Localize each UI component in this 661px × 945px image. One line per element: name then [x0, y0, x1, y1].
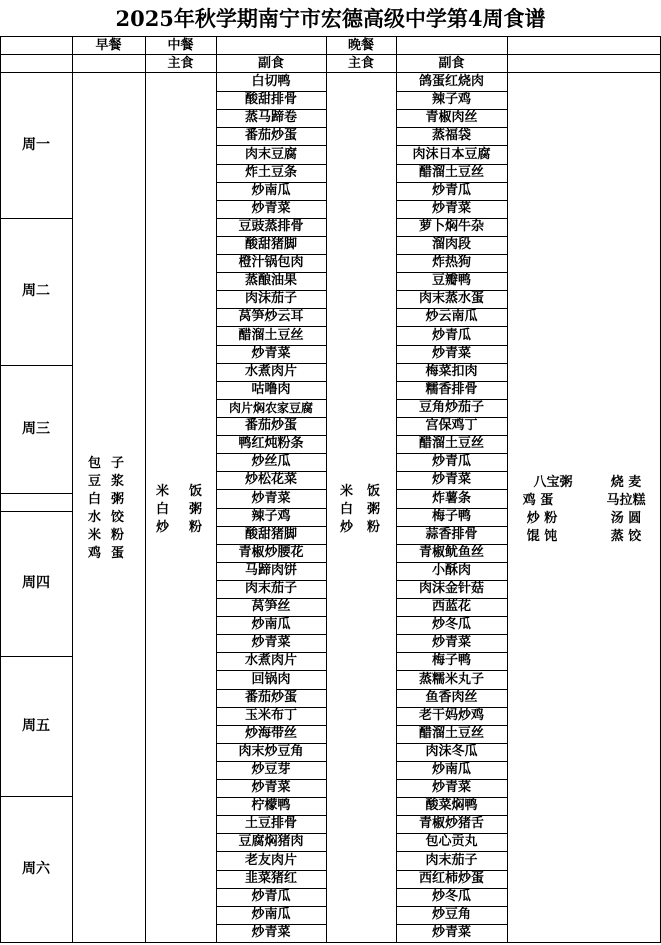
- staple-item: [340, 501, 380, 519]
- dish-cell: 肉片焖农家豆腐: [228, 401, 313, 415]
- dish-cell: 炒青菜: [431, 201, 471, 216]
- staple-char: 饭: [367, 484, 381, 499]
- dish-cell: 番茄炒蛋: [244, 128, 297, 143]
- dish-cell: 炒冬瓜: [431, 617, 471, 632]
- dish-cell: 肉末茄子: [425, 853, 478, 868]
- dish-cell: 青椒炒猪舌: [418, 816, 484, 831]
- breakfast-char: 鸡: [88, 546, 102, 561]
- staple-char: 粉: [367, 520, 381, 535]
- dish-cell: 炒冬瓜: [431, 889, 471, 904]
- page-title: 2025年秋学期南宁市宏德高级中学第4周食谱: [115, 6, 546, 31]
- dish-cell: 豆腐焖猪肉: [238, 834, 304, 849]
- breakfast-item: [88, 455, 124, 473]
- day-label: 周一: [22, 137, 50, 153]
- snack-right: 蒸 饺: [610, 529, 642, 544]
- dish-cell: 炒青菜: [431, 635, 471, 650]
- dish-cell: 糯香排骨: [425, 382, 478, 397]
- dish-cell: 肉末炒豆角: [238, 744, 304, 759]
- breakfast-char: 饺: [111, 510, 125, 525]
- dish-cell: 青椒鱿鱼丝: [418, 545, 484, 560]
- dish-cell: 宫保鸡丁: [425, 418, 478, 433]
- dish-cell: 老友肉片: [244, 853, 297, 868]
- dish-cell: 炒青菜: [251, 201, 291, 216]
- dish-cell: 炸土豆条: [244, 165, 297, 180]
- dish-cell: 玉米布丁: [244, 708, 297, 723]
- day-label: 周三: [22, 421, 50, 437]
- dish-cell: 辣子鸡: [431, 92, 471, 107]
- dish-cell: 酸甜猪脚: [244, 237, 297, 252]
- day-label: 周六: [22, 861, 50, 877]
- dish-cell: 豆豉蒸排骨: [238, 219, 304, 234]
- dinner-staple-list: [340, 483, 380, 537]
- dish-cell: 炒青菜: [251, 491, 291, 506]
- dish-cell: 番茄炒蛋: [244, 418, 297, 433]
- header-dinner-main: 主食: [347, 56, 374, 71]
- dish-cell: 橙汁锅包肉: [238, 255, 304, 270]
- breakfast-char: 蛋: [111, 546, 125, 561]
- snack-left: 炒 粉: [526, 511, 558, 526]
- dish-cell: 炒青菜: [251, 346, 291, 361]
- breakfast-item: [88, 527, 124, 545]
- staple-char: 饭: [189, 484, 203, 499]
- dish-cell: 番茄炒蛋: [244, 690, 297, 705]
- breakfast-item: [88, 545, 124, 563]
- staple-char: 米: [156, 484, 170, 499]
- dish-cell: 炒青瓜: [431, 454, 471, 469]
- dish-cell: 炒海带丝: [244, 726, 297, 741]
- dish-cell: 青椒炒腰花: [238, 545, 304, 560]
- dish-cell: 豆角炒茄子: [418, 400, 484, 415]
- header-lunch: 中餐: [167, 38, 194, 53]
- dish-cell: 酸甜排骨: [244, 92, 297, 107]
- breakfast-char: 子: [111, 456, 125, 471]
- dish-cell: 醋溜土豆丝: [418, 436, 484, 451]
- dish-cell: 韭菜猪红: [244, 871, 297, 886]
- dish-cell: 蒸糯米丸子: [418, 672, 484, 687]
- dish-cell: 小酥肉: [431, 563, 471, 578]
- dish-cell: 炒青瓜: [431, 183, 471, 198]
- dish-cell: 咕噜肉: [251, 382, 291, 397]
- staple-char: 炒: [156, 520, 170, 535]
- dish-cell: 炒青菜: [431, 925, 471, 940]
- dish-cell: 醋溜土豆丝: [418, 165, 484, 180]
- header-lunch-side: 副食: [257, 56, 284, 71]
- dish-cell: 肉沫冬瓜: [425, 744, 478, 759]
- dish-cell: 肉沫茄子: [244, 291, 297, 306]
- dish-cell: 肉末蒸水蛋: [418, 291, 484, 306]
- dish-cell: 炒松花菜: [244, 472, 297, 487]
- staple-item: [156, 483, 202, 501]
- dish-cell: 肉末豆腐: [244, 147, 297, 162]
- dish-cell: 莴笋丝: [251, 599, 291, 614]
- breakfast-char: 白: [88, 492, 102, 507]
- dish-cell: 蒜香排骨: [425, 527, 478, 542]
- staple-item: [156, 519, 202, 537]
- breakfast-char: 包: [88, 456, 102, 471]
- dish-cell: 炸热狗: [431, 255, 471, 270]
- breakfast-char: 豆: [88, 474, 102, 489]
- day-label: 周五: [22, 718, 50, 734]
- dish-cell: 梅子鸭: [431, 653, 471, 668]
- dish-cell: 回锅肉: [251, 672, 291, 687]
- dish-cell: 萝卜焖牛杂: [418, 219, 484, 234]
- header-dinner-side: 副食: [438, 56, 465, 71]
- dish-cell: 马蹄肉饼: [244, 563, 297, 578]
- snack-right: 烧 麦: [610, 475, 642, 490]
- dish-cell: 肉沫金针菇: [418, 581, 484, 596]
- snack-right: 汤 圆: [610, 511, 642, 526]
- dish-cell: 西蓝花: [431, 599, 471, 614]
- day-label: 周二: [22, 283, 50, 299]
- staple-char: 粥: [189, 502, 203, 517]
- breakfast-item: [88, 473, 124, 491]
- snack-right: 马拉糕: [606, 493, 646, 508]
- dish-cell: 炒青菜: [431, 472, 471, 487]
- dish-cell: 炒豆角: [431, 907, 471, 922]
- breakfast-item: [88, 509, 124, 527]
- grid-line: [0, 493, 73, 494]
- staple-item: [340, 483, 380, 501]
- dish-cell: 炒青菜: [431, 780, 471, 795]
- staple-char: 白: [156, 502, 170, 517]
- dish-cell: 柠檬鸭: [251, 798, 291, 813]
- dish-cell: 鸽蛋红烧肉: [418, 74, 484, 89]
- dish-cell: 土豆排骨: [244, 816, 297, 831]
- dish-cell: 鱼香肉丝: [425, 690, 478, 705]
- day-label: 周四: [22, 575, 50, 591]
- dish-cell: 梅子鸭: [431, 509, 471, 524]
- breakfast-char: 浆: [111, 474, 125, 489]
- snack-left: 鸡 蛋: [522, 493, 554, 508]
- dish-cell: 炒青菜: [251, 925, 291, 940]
- breakfast-char: 粉: [111, 528, 125, 543]
- dish-cell: 包心贡丸: [425, 834, 478, 849]
- dish-cell: 肉沫日本豆腐: [412, 147, 491, 162]
- dish-cell: 老干妈炒鸡: [418, 708, 484, 723]
- dish-cell: 炒丝瓜: [251, 454, 291, 469]
- dish-cell: 炒青瓜: [431, 328, 471, 343]
- grid-line: [72, 36, 73, 943]
- snack-left: 馄 饨: [526, 529, 558, 544]
- staple-char: 粥: [367, 502, 381, 517]
- dish-cell: 醋溜土豆丝: [238, 328, 304, 343]
- dish-cell: 蒸马蹄卷: [244, 110, 297, 125]
- dish-cell: 青椒肉丝: [425, 110, 478, 125]
- dish-cell: 炒南瓜: [251, 907, 291, 922]
- breakfast-char: 粥: [111, 492, 125, 507]
- dish-cell: 醋溜土豆丝: [418, 726, 484, 741]
- dish-cell: 炒豆芽: [251, 762, 291, 777]
- grid-line: [145, 36, 146, 943]
- header-breakfast: 早餐: [95, 38, 122, 53]
- dish-cell: 炒云南瓜: [425, 309, 478, 324]
- dish-cell: 水煮肉片: [244, 653, 297, 668]
- dish-cell: 鸭红炖粉条: [238, 436, 304, 451]
- dish-cell: 蒸酿油果: [244, 273, 297, 288]
- breakfast-item: [88, 491, 124, 509]
- staple-char: 炒: [340, 520, 354, 535]
- staple-char: 白: [340, 502, 354, 517]
- dish-cell: 豆瓣鸭: [431, 273, 471, 288]
- dish-cell: 炒南瓜: [251, 183, 291, 198]
- dish-cell: 辣子鸡: [251, 509, 291, 524]
- breakfast-list: [88, 455, 124, 563]
- dish-cell: 溜肉段: [431, 237, 471, 252]
- dish-cell: 水煮肉片: [244, 364, 297, 379]
- staple-item: [156, 501, 202, 519]
- lunch-staple-list: [156, 483, 202, 537]
- dish-cell: 梅菜扣肉: [425, 364, 478, 379]
- dish-cell: 蒸福袋: [431, 128, 471, 143]
- breakfast-char: 米: [88, 528, 102, 543]
- dish-cell: 炒青菜: [251, 780, 291, 795]
- header-lunch-main: 主食: [167, 56, 194, 71]
- dish-cell: 炒南瓜: [431, 762, 471, 777]
- header-dinner: 晚餐: [347, 38, 374, 53]
- dish-cell: 炒南瓜: [251, 617, 291, 632]
- dish-cell: 莴笋炒云耳: [238, 309, 304, 324]
- staple-char: 米: [340, 484, 354, 499]
- grid-line: [0, 942, 661, 943]
- dish-cell: 西红柿炒蛋: [418, 871, 484, 886]
- staple-char: 粉: [189, 520, 203, 535]
- breakfast-char: 水: [88, 510, 102, 525]
- dish-cell: 炸薯条: [431, 491, 471, 506]
- dish-cell: 白切鸭: [251, 74, 291, 89]
- dish-cell: 炒青菜: [431, 346, 471, 361]
- dish-cell: 酸菜焖鸭: [425, 798, 478, 813]
- dish-cell: 炒青菜: [251, 635, 291, 650]
- snack-left: 八宝粥: [533, 475, 573, 490]
- dish-cell: 炒青瓜: [251, 889, 291, 904]
- dish-cell: 肉末茄子: [244, 581, 297, 596]
- dish-cell: 酸甜猪脚: [244, 527, 297, 542]
- staple-item: [340, 519, 380, 537]
